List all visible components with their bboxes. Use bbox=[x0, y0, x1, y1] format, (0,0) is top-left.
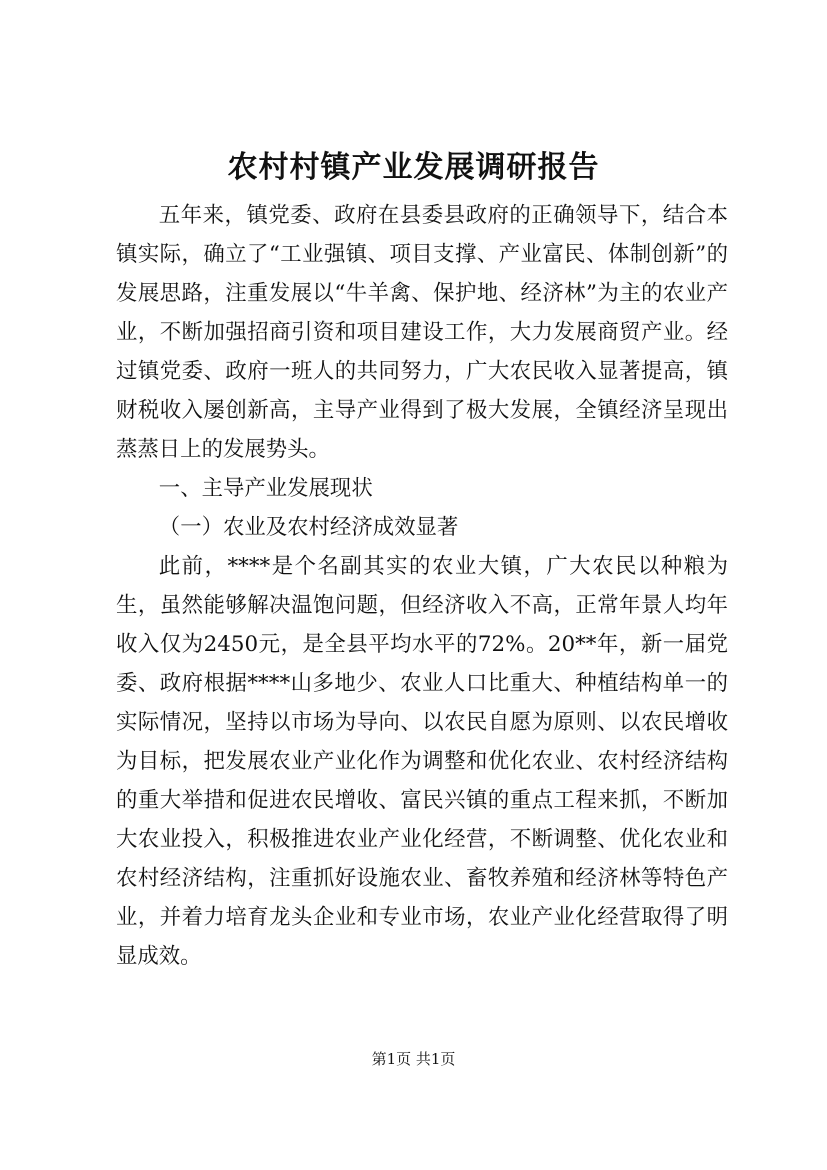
subsection-heading: （一）农业及农村经济成效显著 bbox=[158, 515, 459, 540]
document-title: 农村村镇产业发展调研报告 bbox=[227, 150, 600, 185]
section-heading: 一、主导产业发展现状 bbox=[158, 476, 373, 501]
page-footer: 第1页 共1页 bbox=[371, 1050, 456, 1068]
document-body bbox=[116, 196, 728, 976]
paragraph-agriculture: 此前，****是个名副其实的农业大镇，广大农民以种粮为生，虽然能够解决温饱问题，但经济收入不高，正常年景人均年收入仅为2450元，是全县平均水平的72%。20**年，新一届党委、政府根据****山多地少、农业人口比重大、种植结构单一的实际情况，坚持以市场为导向、以农民自愿为原则、以农民增收为目标，把发展农业产业化作为调整和优化农业、农村经济结构的重大举措和促进农民增收、富民兴镇的重点工程来抓，不断加大农业投入，积极推进农业产业化经营，不断调整、优化农业和农村经济结构，注重抓好设施农业、畜牧养殖和经济林等特色产业，并着力培育龙头企业和专业市场，农业产业化经营取得了明显成效。 bbox=[116, 554, 728, 969]
paragraph-intro: 五年来，镇党委、政府在县委县政府的正确领导下，结合本镇实际，确立了“工业强镇、项目支撑、产业富民、体制创新”的发展思路，注重发展以“牛羊禽、保护地、经济林”为主的农业产业，不断加强招商引资和项目建设工作，大力发展商贸产业。经过镇党委、政府一班人的共同努力，广大农民收入显著提高，镇财税收入屡创新高，主导产业得到了极大发展，全镇经济呈现出蒸蒸日上的发展势头。 bbox=[116, 203, 728, 462]
